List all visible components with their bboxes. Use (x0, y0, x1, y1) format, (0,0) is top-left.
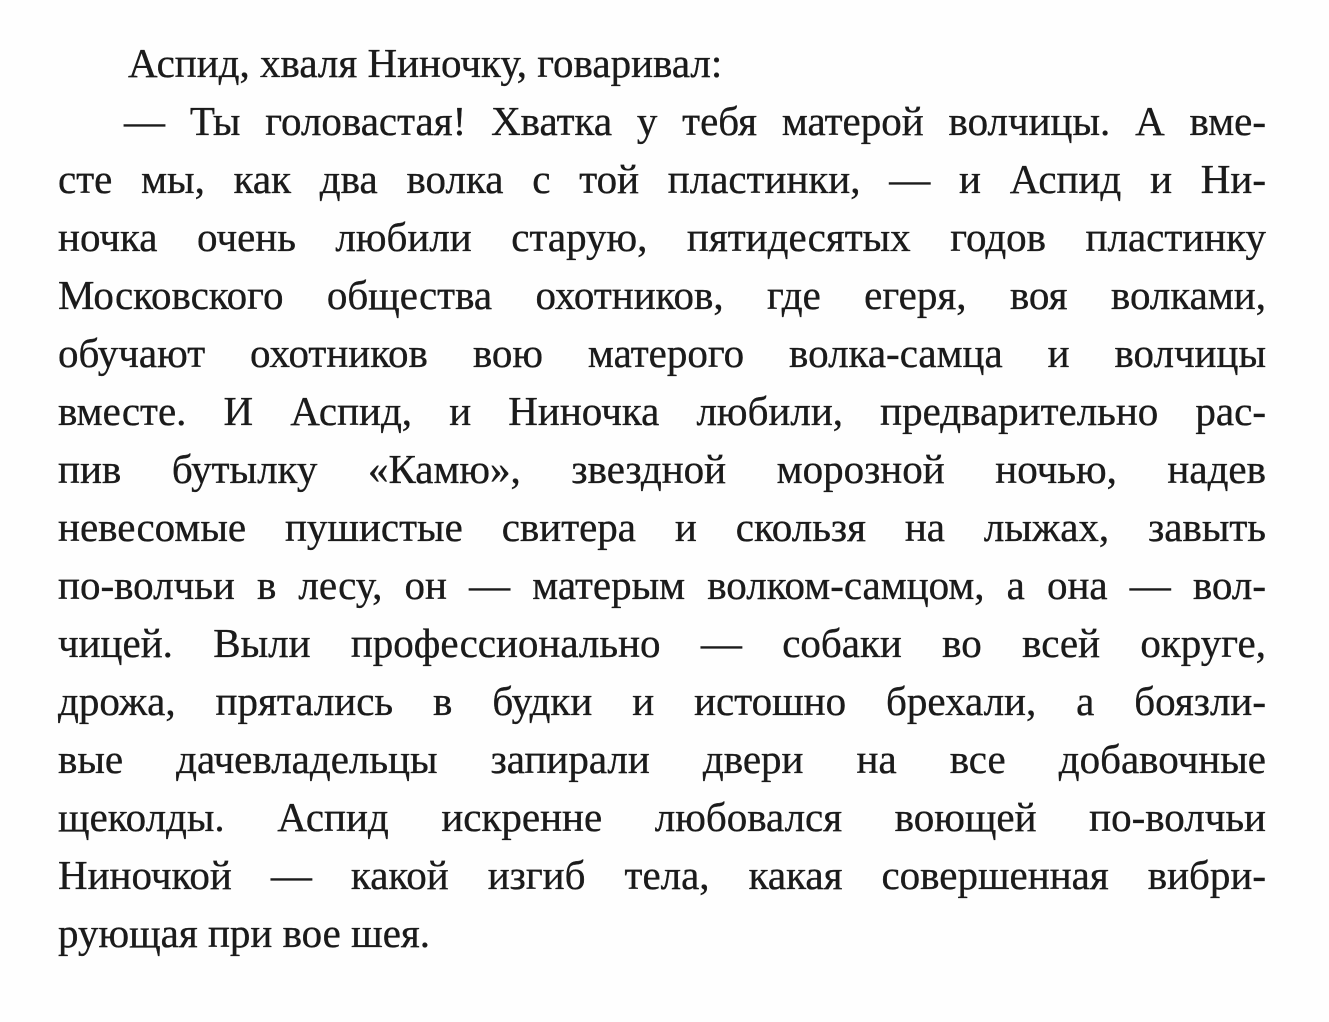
text-line: обучают охотников вою матерого волка-самца и волчицы (58, 330, 1266, 376)
text-line: Ниночкой — какой изгиб тела, какая совершенная вибри- (58, 852, 1266, 898)
text-line: сте мы, как два волка с той пластинки, — и Аспид и Ни- (58, 156, 1266, 202)
text-line: по-волчьи в лесу, он — матерым волком-самцом, а она — вол- (58, 562, 1266, 608)
text-line: Аспид, хваля Ниночку, говаривал: (128, 40, 723, 86)
text-line: щеколды. Аспид искренне любовался воющей по-волчьи (58, 794, 1266, 840)
text-line: рующая при вое шея. (58, 910, 431, 956)
text-line: невесомые пушистые свитера и скользя на лыжах, завыть (58, 504, 1266, 550)
text-line: дрожа, прятались в будки и истошно брехали, а боязли- (58, 678, 1266, 724)
text-line: ночка очень любили старую, пятидесятых годов пластинку (58, 214, 1266, 260)
text-line: пив бутылку «Камю», звездной морозной ночью, надев (58, 446, 1266, 492)
text-line: чицей. Выли профессионально — собаки во всей округе, (58, 620, 1266, 666)
text-line: вместе. И Аспид, и Ниночка любили, предварительно рас- (58, 388, 1266, 434)
text-line: — Ты головастая! Хватка у тебя матерой волчицы. А вме- (124, 98, 1266, 144)
text-line: вые дачевладельцы запирали двери на все добавочные (58, 736, 1266, 782)
text-line: Московского общества охотников, где егеря, воя волками, (58, 272, 1266, 318)
